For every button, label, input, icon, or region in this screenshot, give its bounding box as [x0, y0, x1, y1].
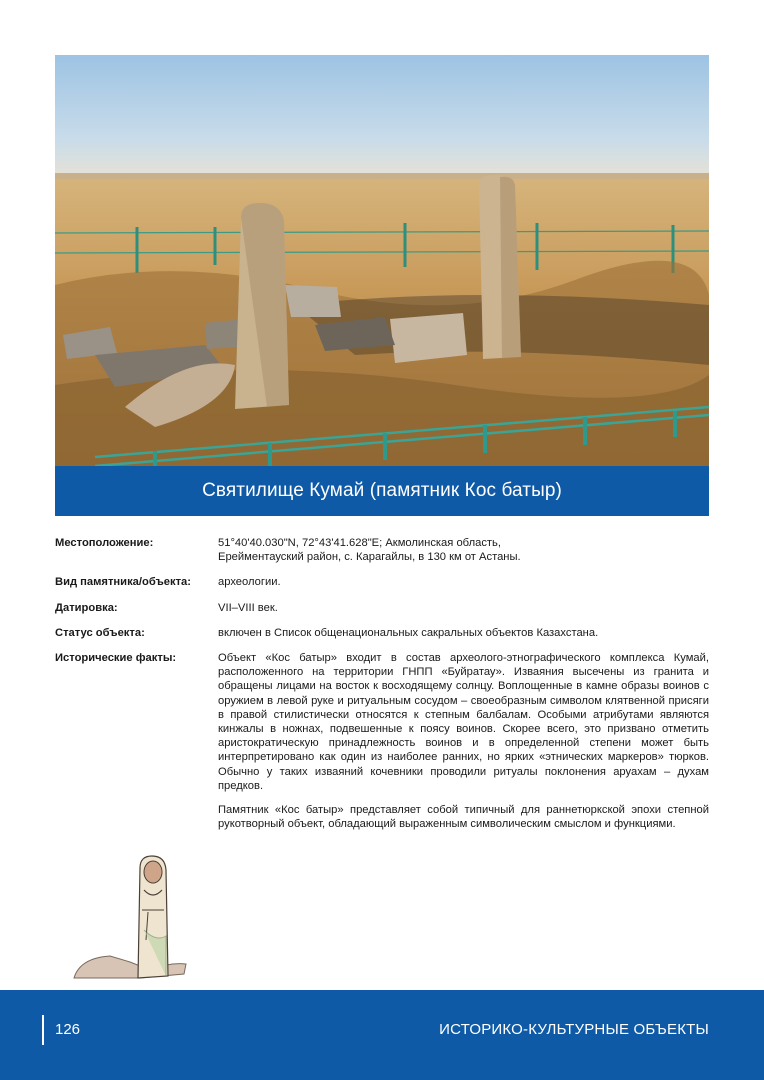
- statue-sketch-illustration: [70, 850, 195, 985]
- field-label: Исторические факты:: [55, 652, 177, 665]
- field-location: [55, 536, 709, 564]
- field-value: включен в Список общенациональных сакральных объектов Казахстана.: [218, 626, 599, 639]
- info-table: [55, 536, 709, 852]
- field-history: [55, 651, 709, 841]
- site-title: Святилище Кумай (памятник Кос батыр): [55, 466, 709, 516]
- field-status: [55, 626, 709, 640]
- field-type: [55, 575, 709, 589]
- field-label: Датировка:: [55, 601, 118, 614]
- field-label: Статус объекта:: [55, 626, 145, 639]
- history-paragraph: Объект «Кос батыр» входит в состав археолого-этнографического комплекса Кумай, расположенного на территории ГНПП «Буйратау». Изваяния высечены из гранита и обращены лицами на восток к восходящему солнцу. Воплощенные в камне образы воинов с оружием в левой руке и ритуальным сосудом – своеобразным символом клятвенной присяги в правой стилистически относятся к степным балбалам. Особыми атрибутами являются кинжалы в ножнах, подвешенные к поясу воинов. Скорее всего, это призвано отметить аристократическую принадлежность воинов и в определенной степени может быть интерпретировано как один из наиболее ранних, но ярких «этнических маркеров» тюрков. Обычно у таких изваяний кочевники проводили ритуалы поклонения аруахам – духам предков.: [218, 652, 709, 792]
- field-label: Местоположение:: [55, 537, 154, 549]
- field-value: археологии.: [218, 576, 281, 589]
- field-label: Вид памятника/объекта:: [55, 576, 191, 589]
- field-dating: [55, 601, 709, 615]
- field-value: [218, 651, 709, 841]
- page-footer: [0, 990, 764, 1080]
- page-number: 126: [55, 1021, 81, 1038]
- field-value: [218, 536, 709, 564]
- value-line: Ерейментауский район, с. Карагайлы, в 130 км от Астаны.: [218, 551, 521, 564]
- history-paragraph: Памятник «Кос батыр» представляет собой типичный для раннетюркской эпохи степной рукотворный объект, обладающий выраженным символическим смыслом и функциями.: [218, 804, 709, 831]
- section-title: ИСТОРИКО-КУЛЬТУРНЫЕ ОБЪЕКТЫ: [439, 1021, 709, 1038]
- field-value: VII–VIII век.: [218, 601, 278, 614]
- footer-divider: [42, 1015, 44, 1045]
- value-line: 51°40'40.030"N, 72°43'41.628"E; Акмолинская область,: [218, 537, 501, 549]
- site-photo: [55, 55, 709, 466]
